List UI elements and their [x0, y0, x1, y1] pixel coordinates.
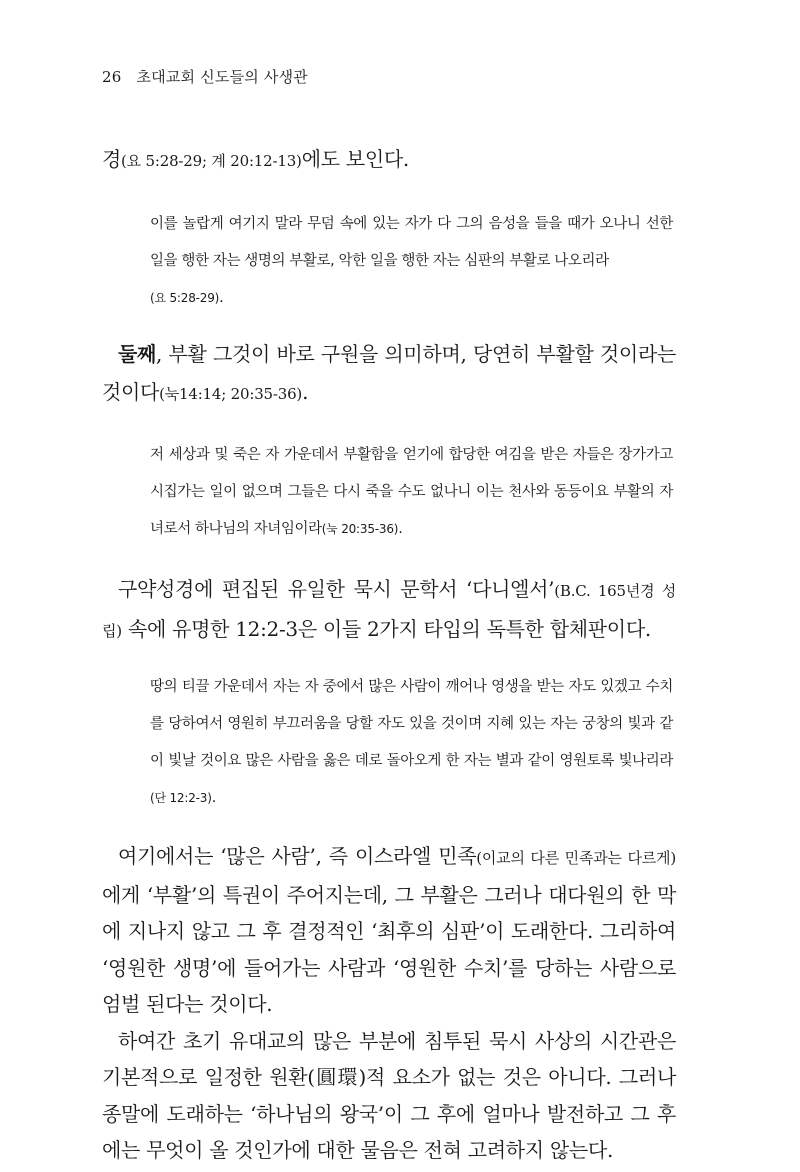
- para2-end: .: [302, 380, 309, 404]
- quote2-ref: (눅 20:35-36): [321, 522, 399, 536]
- para2-ref: (눅14:14; 20:35-36): [159, 385, 303, 403]
- quote1-end: .: [219, 290, 224, 306]
- para1-text: 경: [102, 147, 122, 171]
- quote2-end: .: [398, 521, 403, 537]
- quote3-end: .: [211, 790, 216, 806]
- quote2-text: 저 세상과 및 죽은 자 가운데서 부활함을 얻기에 합당한 여김을 받은 자들은 장가가고 시집가는 일이 없으며 그들은 다시 죽을 수도 없나니 이는 천사와 동등이요 부활의 자녀로서 하나님의 자녀임이라: [150, 447, 673, 537]
- para3-text: 구약성경에 편집된 유일한 묵시 문학서 ‘다니엘서’: [118, 577, 555, 601]
- quote1-text: 이를 놀랍게 여기지 말라 무덤 속에 있는 자가 다 그의 음성을 들을 때가 오나니 선한 일을 행한 자는 생명의 부활로, 악한 일을 행한 자는 심판의 부활로 나오리라: [150, 216, 673, 269]
- block-quote-2: [150, 437, 673, 548]
- para3-tail: 속에 유명한 12:2-3은 이들 2가지 타입의 독특한 합체판이다.: [121, 617, 651, 641]
- para3-ref: (B.C. 165년경 성립): [102, 582, 676, 640]
- body-paragraph-4: [102, 838, 676, 1023]
- running-head: [102, 66, 308, 87]
- para4-text: 여기에서는 ‘많은 사람’, 즉 이스라엘 민족: [118, 844, 477, 868]
- quote1-ref: (요 5:28-29): [150, 291, 220, 305]
- quote3-ref: (단 12:2-3): [150, 791, 212, 805]
- page-number: 26: [102, 68, 122, 86]
- body-paragraph-3: [102, 570, 676, 650]
- block-quote-3: [150, 669, 673, 817]
- body-paragraph-5: [102, 1023, 676, 1169]
- chapter-title: 초대교회 신도들의 사생관: [136, 68, 308, 86]
- para2-text: , 부활 그것이 바로 구원을 의미하며, 당연히 부활할 것이라는 것이다: [102, 342, 676, 404]
- block-quote-1: [150, 206, 673, 317]
- body-paragraph-1: [102, 140, 676, 180]
- body-paragraph-2: [102, 335, 676, 413]
- para1-ref: (요 5:28-29; 계 20:12-13): [121, 152, 302, 170]
- para1-tail: 에도 보인다.: [301, 147, 409, 171]
- quote3-text: 땅의 티끌 가운데서 자는 자 중에서 많은 사람이 깨어나 영생을 받는 자도 있겠고 수치를 당하여서 영원히 부끄러움을 당할 자도 있을 것이며 지혜 있는 자는 궁창의 빛과 같이 빛날 것이요 많은 사람을 옳은 데로 돌아오게 한 자는 별과 같이 영원토록 빛나리라: [150, 679, 673, 769]
- para4-tail: 에게 ‘부활’의 특권이 주어지는데, 그 부활은 그러나 대다원의 한 막에 지나지 않고 그 후 결정적인 ‘최후의 심판’이 도래한다. 그리하여 ‘영원한 생명’에 들어가는 사람과 ‘영원한 수치’를 당하는 사람으로 엄벌 된다는 것이다.: [102, 882, 676, 1016]
- para4-ref: (이교의 다른 민족과는 다르게): [476, 849, 676, 867]
- body-text-block: [102, 838, 676, 1169]
- para5-text: 하여간 초기 유대교의 많은 부분에 침투된 묵시 사상의 시간관은 기본적으로 일정한 원환(圓環)적 요소가 없는 것은 아니다. 그러나 종말에 도래하는 ‘하나님의 왕국’이 그 후에 얼마나 발전하고 그 후에는 무엇이 올 것인가에 대한 물음은 전혀 고려하지 않는다.: [102, 1028, 676, 1162]
- para2-bold: 둘째: [118, 342, 157, 366]
